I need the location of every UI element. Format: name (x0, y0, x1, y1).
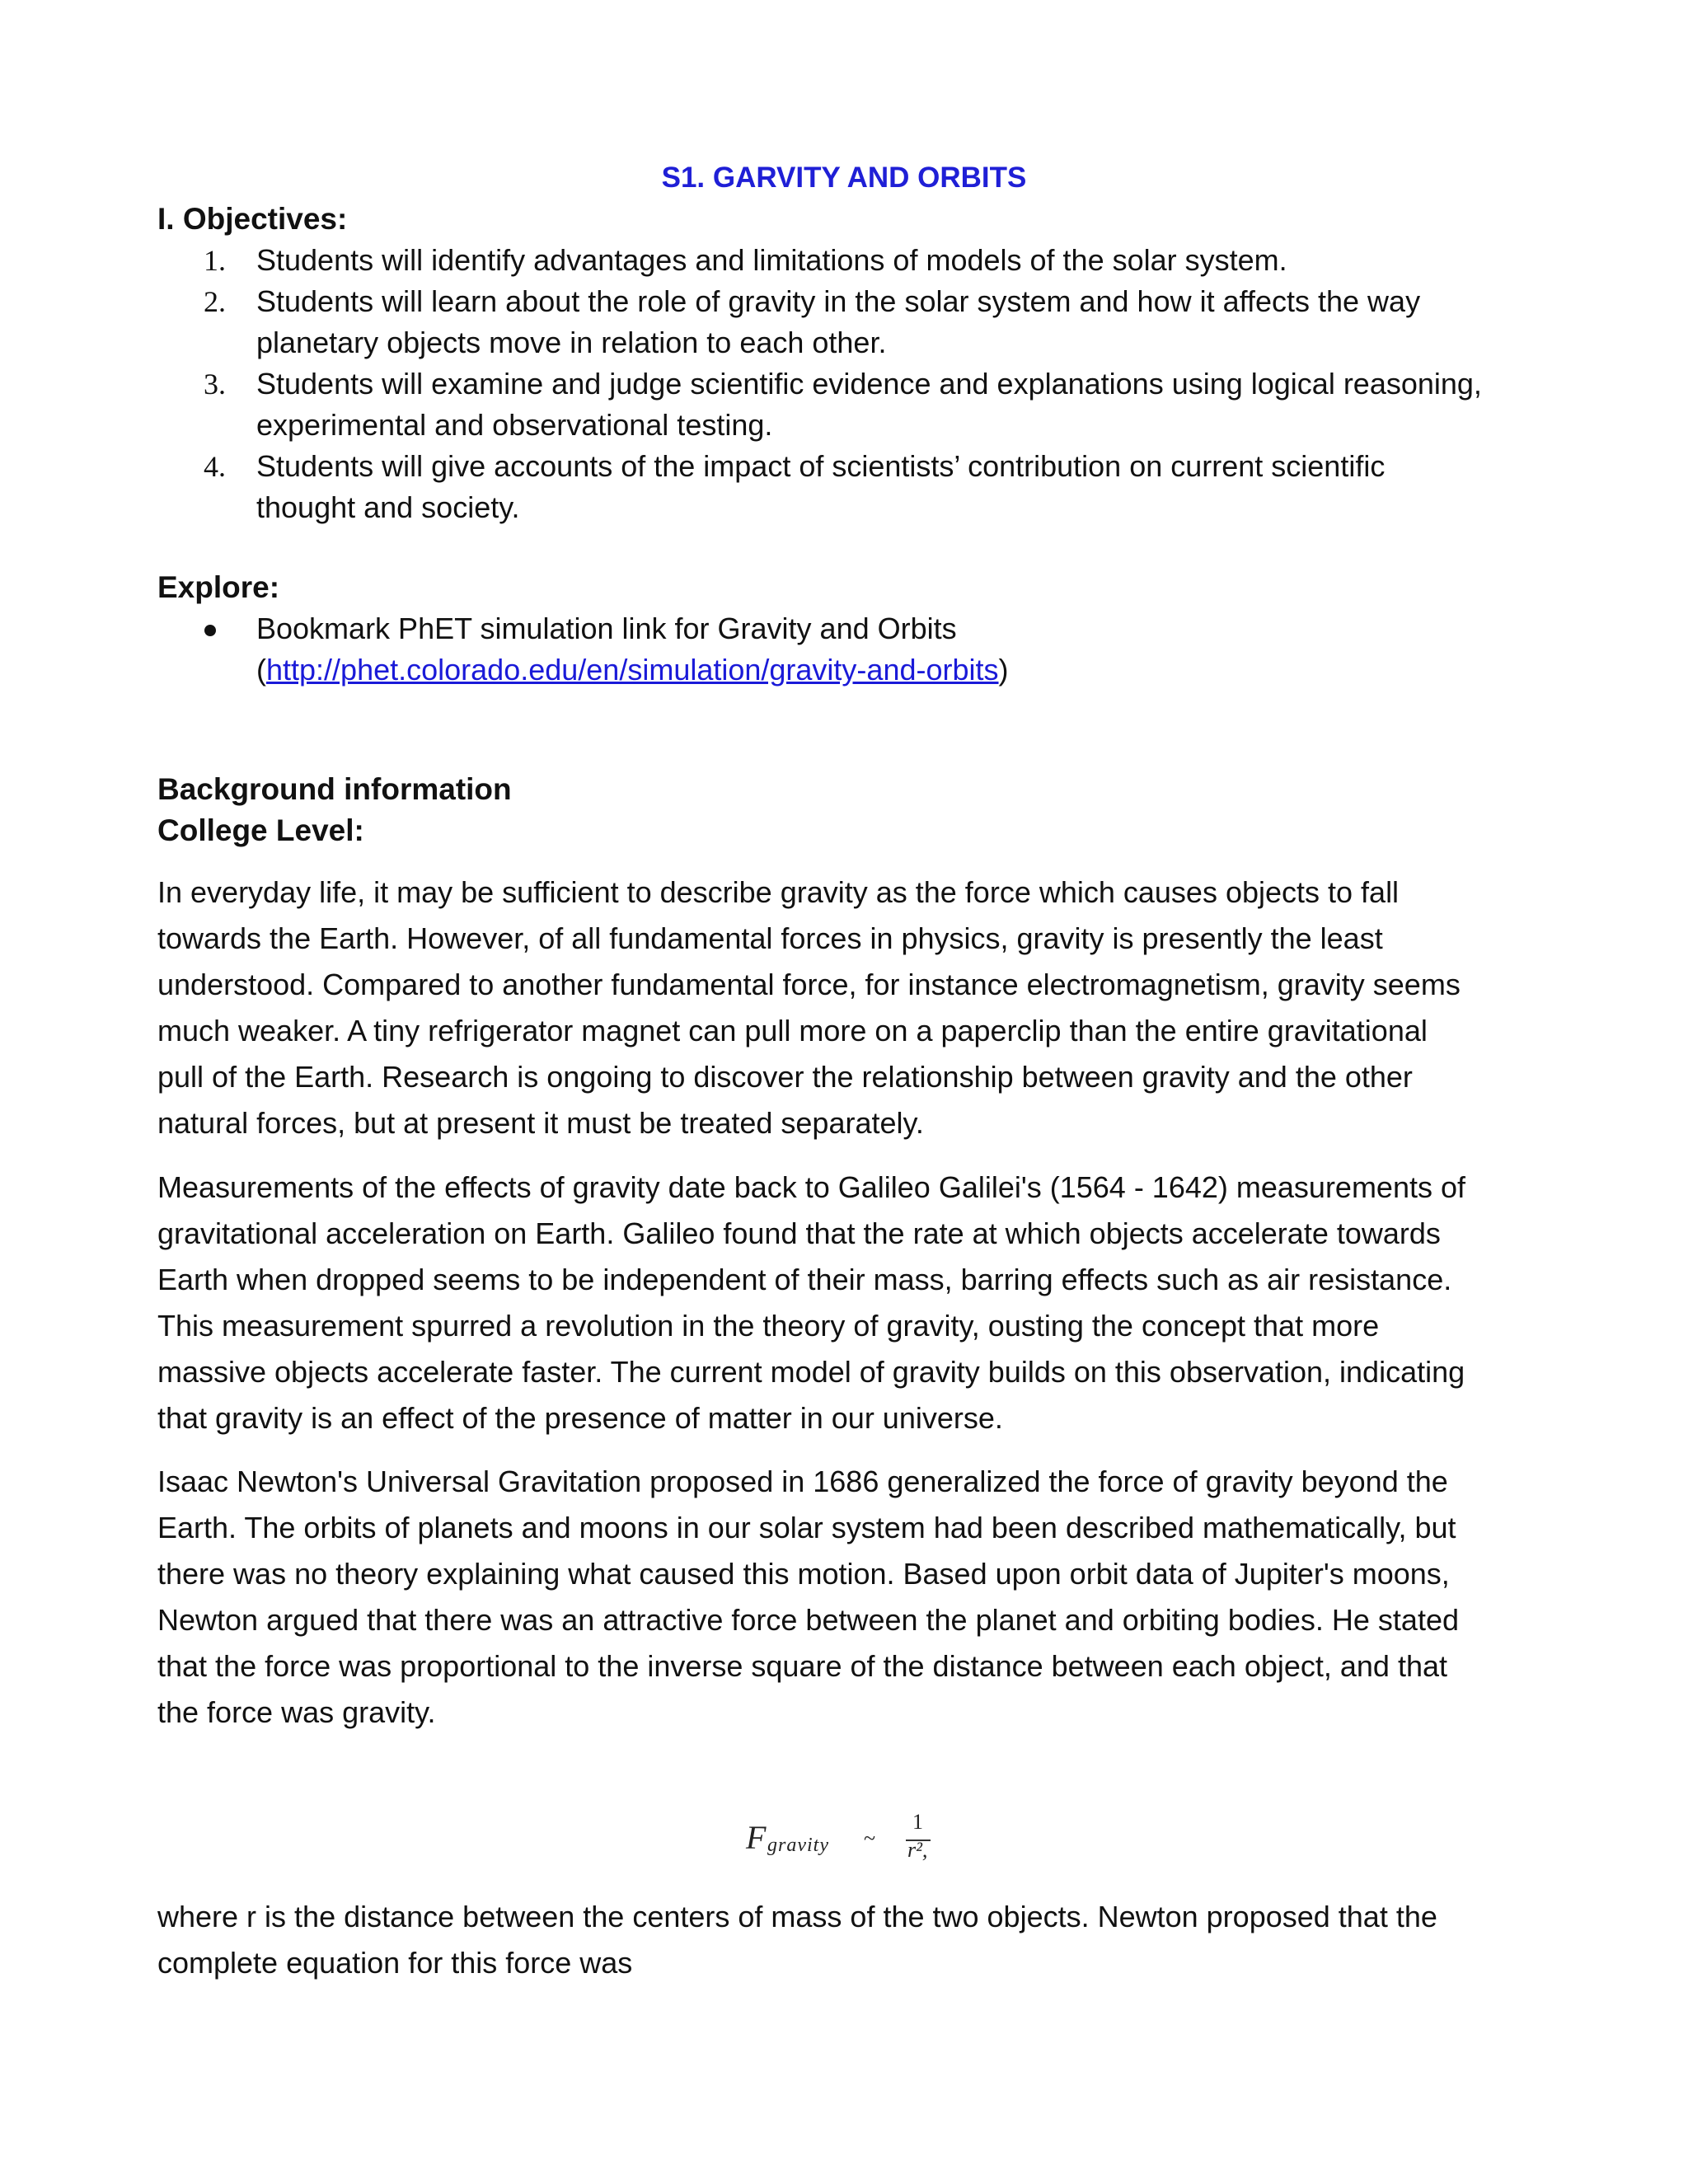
paragraph-line: Earth when dropped seems to be independent of their mass, barring effects such as air resistance. (157, 1263, 1452, 1296)
objective-text: Students will identify advantages and limitations of models of the solar system. (256, 243, 1287, 277)
paragraph-line: Isaac Newton's Universal Gravitation proposed in 1686 generalized the force of gravity beyond the (157, 1465, 1448, 1498)
formula-numerator: 1 (912, 1810, 923, 1834)
paragraph-line: In everyday life, it may be sufficient to describe gravity as the force which causes objects to fall (157, 875, 1400, 909)
page-title: S1. GARVITY AND ORBITS (661, 162, 1027, 194)
objective-text: Students will give accounts of the impact of scientists’ contribution on current scientific (256, 449, 1386, 483)
objectives-list (157, 240, 1526, 528)
explore-heading: Explore: (157, 570, 280, 604)
objective-text: planetary objects move in relation to each other. (256, 326, 887, 359)
objectives-heading: I. Objectives: (157, 202, 348, 236)
paren-close: ) (998, 653, 1009, 687)
bullet-icon (204, 625, 216, 636)
paragraph-line: This measurement spurred a revolution in the theory of gravity, ousting the concept that more (157, 1309, 1380, 1343)
paragraph-line: towards the Earth. However, of all fundamental forces in physics, gravity is presently the least (157, 921, 1383, 955)
paragraph-line: much weaker. A tiny refrigerator magnet can pull more on a paperclip than the entire gravitational (157, 1014, 1428, 1047)
explore-link-line (256, 649, 1526, 691)
paragraph-line: Earth. The orbits of planets and moons in our solar system had been described mathematically, but (157, 1511, 1456, 1544)
paragraph-line: gravitational acceleration on Earth. Galileo found that the rate at which objects accelerate towards (157, 1216, 1441, 1250)
paragraph-line: massive objects accelerate faster. The current model of gravity builds on this observation, indicating (157, 1355, 1465, 1389)
objective-number: 4. (204, 450, 226, 483)
objective-text: experimental and observational testing. (256, 408, 773, 442)
objective-item (157, 240, 1526, 281)
objective-item (157, 446, 1526, 528)
college-level-heading: College Level: (157, 813, 364, 847)
objective-number: 3. (204, 368, 226, 401)
formula-fraction (903, 1810, 935, 1872)
formula-denominator: r², (907, 1838, 928, 1862)
paragraph-line: natural forces, but at present it must be treated separately. (157, 1106, 924, 1140)
paren-open: ( (256, 653, 266, 687)
formula-relation: ~ (864, 1826, 876, 1850)
explore-list (157, 608, 1526, 691)
phet-simulation-link[interactable]: http://phet.colorado.edu/en/simulation/gravity-and-orbits (266, 653, 999, 687)
objective-text: Students will examine and judge scientific evidence and explanations using logical reasoning, (256, 367, 1482, 401)
paragraph-line: that gravity is an effect of the presence of matter in our universe. (157, 1401, 1003, 1435)
objective-item (157, 281, 1526, 363)
paragraph-line: Measurements of the effects of gravity date back to Galileo Galilei's (1564 - 1642) measurements of (157, 1170, 1466, 1204)
paragraph-galileo (157, 1165, 1542, 1441)
paragraph-line: understood. Compared to another fundamental force, for instance electromagnetism, gravity seems (157, 968, 1461, 1001)
objective-number: 1. (204, 244, 226, 277)
formula-force-symbol: F (746, 1819, 767, 1856)
formula-subscript: gravity (767, 1835, 829, 1856)
paragraph-line: Newton argued that there was an attractive force between the planet and orbiting bodies. He stated (157, 1603, 1459, 1637)
paragraph-line: there was no theory explaining what caused this motion. Based upon orbit data of Jupiter's moons, (157, 1557, 1450, 1591)
paragraph-line: where r is the distance between the centers of mass of the two objects. Newton proposed that the (157, 1900, 1437, 1933)
background-heading: Background information (157, 772, 512, 806)
paragraph-line: the force was gravity. (157, 1695, 436, 1729)
objective-item (157, 363, 1526, 446)
paragraph-newton (157, 1459, 1542, 1736)
paragraph-closing (157, 1894, 1542, 1986)
paragraph-line: pull of the Earth. Research is ongoing to discover the relationship between gravity and the other (157, 1060, 1413, 1094)
paragraph-gravity-intro (157, 869, 1542, 1146)
objective-text: Students will learn about the role of gravity in the solar system and how it affects the way (256, 284, 1421, 318)
gravity-formula (746, 1810, 960, 1872)
paragraph-line: that the force was proportional to the inverse square of the distance between each object, and that (157, 1649, 1447, 1683)
paragraph-line: complete equation for this force was (157, 1946, 633, 1980)
explore-item (157, 608, 1526, 691)
objective-number: 2. (204, 285, 226, 318)
objective-text: thought and society. (256, 490, 520, 524)
explore-text: Bookmark PhET simulation link for Gravity and Orbits (256, 612, 957, 645)
